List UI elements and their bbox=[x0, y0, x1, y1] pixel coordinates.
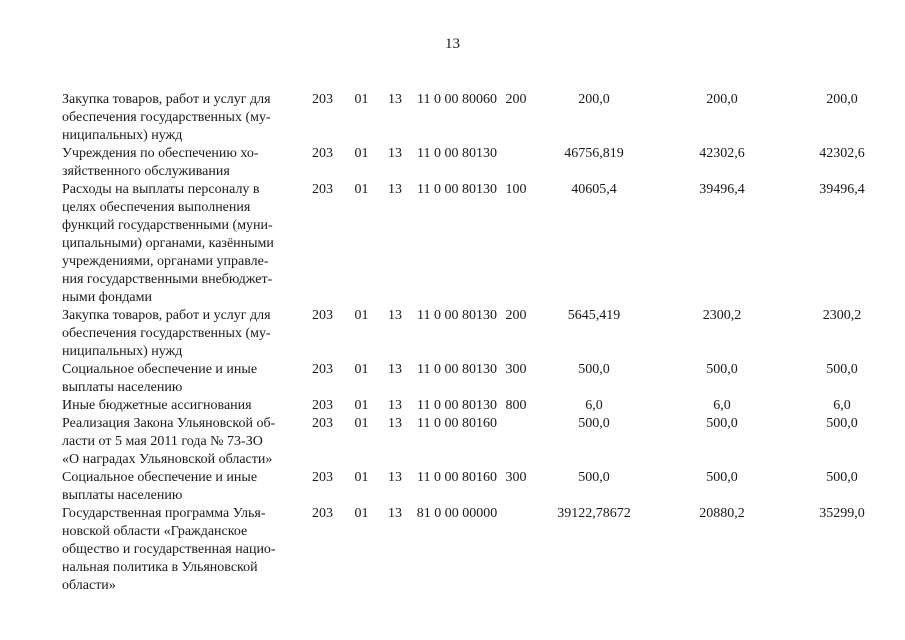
expense-name-cell: Закупка товаров, работ и услуг для обеспечения государственных (му- ниципальных) нужд bbox=[62, 308, 271, 359]
amount-year1-cell: 200,0 bbox=[578, 92, 610, 107]
amount-year1-cell: 500,0 bbox=[578, 362, 610, 377]
section-code-cell: 01 bbox=[354, 182, 369, 197]
amount-year3-cell: 42302,6 bbox=[819, 146, 865, 161]
amount-year2-cell: 2300,2 bbox=[702, 308, 742, 323]
budget-table bbox=[62, 91, 898, 595]
section-code-cell: 01 bbox=[354, 470, 369, 485]
subsection-code-cell: 13 bbox=[388, 398, 402, 413]
table-row bbox=[62, 415, 898, 469]
grbs-code-cell: 203 bbox=[312, 362, 333, 377]
grbs-code-cell: 203 bbox=[312, 92, 333, 107]
expense-type-cell: 300 bbox=[505, 362, 527, 377]
section-code-cell: 01 bbox=[354, 308, 369, 323]
subsection-code-cell: 13 bbox=[388, 92, 402, 107]
expense-type-cell: 200 bbox=[505, 308, 527, 323]
section-code-cell: 01 bbox=[354, 92, 369, 107]
grbs-code-cell: 203 bbox=[312, 416, 333, 431]
section-code-cell: 01 bbox=[354, 398, 369, 413]
page-number: 13 bbox=[445, 36, 460, 52]
table-row bbox=[62, 145, 898, 181]
grbs-code-cell: 203 bbox=[312, 506, 333, 521]
target-article-cell: 11 0 00 80160 bbox=[417, 470, 497, 485]
grbs-code-cell: 203 bbox=[312, 182, 333, 197]
section-code-cell: 01 bbox=[354, 146, 369, 161]
budget-table-body bbox=[62, 91, 898, 595]
amount-year3-cell: 2300,2 bbox=[822, 308, 862, 323]
amount-year2-cell: 42302,6 bbox=[699, 146, 745, 161]
grbs-code-cell: 203 bbox=[312, 470, 333, 485]
expense-type-cell: 100 bbox=[505, 182, 527, 197]
amount-year2-cell: 500,0 bbox=[706, 416, 738, 431]
expense-type-cell bbox=[502, 145, 530, 181]
amount-year3-cell: 500,0 bbox=[826, 416, 858, 431]
amount-year2-cell: 20880,2 bbox=[699, 506, 745, 521]
amount-year3-cell: 200,0 bbox=[826, 92, 858, 107]
expense-type-cell bbox=[502, 505, 530, 595]
expense-type-cell: 800 bbox=[505, 398, 527, 413]
amount-year2-cell: 6,0 bbox=[713, 398, 731, 413]
table-row bbox=[62, 397, 898, 415]
section-code-cell: 01 bbox=[354, 506, 369, 521]
amount-year3-cell: 35299,0 bbox=[819, 506, 865, 521]
expense-type-cell: 300 bbox=[505, 470, 527, 485]
target-article-cell: 81 0 00 00000 bbox=[416, 506, 498, 521]
subsection-code-cell: 13 bbox=[388, 308, 402, 323]
amount-year3-cell: 500,0 bbox=[826, 470, 858, 485]
subsection-code-cell: 13 bbox=[388, 470, 402, 485]
target-article-cell: 11 0 00 80160 bbox=[417, 416, 497, 431]
amount-year3-cell: 6,0 bbox=[833, 398, 851, 413]
expense-name-cell: Социальное обеспечение и иные выплаты населению bbox=[62, 470, 258, 503]
amount-year2-cell: 39496,4 bbox=[699, 182, 745, 197]
target-article-cell: 11 0 00 80130 bbox=[417, 308, 497, 323]
expense-name-cell: Иные бюджетные ассигнования bbox=[62, 398, 252, 413]
grbs-code-cell: 203 bbox=[312, 146, 333, 161]
grbs-code-cell: 203 bbox=[312, 398, 333, 413]
subsection-code-cell: 13 bbox=[388, 182, 402, 197]
amount-year2-cell: 500,0 bbox=[706, 362, 738, 377]
amount-year1-cell: 500,0 bbox=[578, 416, 610, 431]
amount-year1-cell: 500,0 bbox=[578, 470, 610, 485]
amount-year2-cell: 200,0 bbox=[706, 92, 738, 107]
amount-year1-cell: 5645,419 bbox=[567, 308, 621, 323]
table-row bbox=[62, 307, 898, 361]
amount-year2-cell: 500,0 bbox=[706, 470, 738, 485]
table-row bbox=[62, 505, 898, 595]
table-row bbox=[62, 361, 898, 397]
expense-name-cell: Государственная программа Улья- новской области «Гражданское общество и государственная нацио- нальная политика в Ульяновской области» bbox=[62, 506, 276, 593]
section-code-cell: 01 bbox=[354, 362, 369, 377]
amount-year1-cell: 46756,819 bbox=[564, 146, 624, 161]
table-row bbox=[62, 469, 898, 505]
table-row bbox=[62, 181, 898, 307]
table-row bbox=[62, 91, 898, 145]
amount-year1-cell: 6,0 bbox=[585, 398, 603, 413]
amount-year3-cell: 500,0 bbox=[826, 362, 858, 377]
amount-year3-cell: 39496,4 bbox=[819, 182, 865, 197]
expense-name-cell: Социальное обеспечение и иные выплаты населению bbox=[62, 362, 258, 395]
expense-name-cell: Закупка товаров, работ и услуг для обеспечения государственных (му- ниципальных) нужд bbox=[62, 92, 271, 143]
amount-year1-cell: 40605,4 bbox=[571, 182, 617, 197]
subsection-code-cell: 13 bbox=[388, 416, 402, 431]
target-article-cell: 11 0 00 80130 bbox=[417, 398, 497, 413]
amount-year1-cell: 39122,78672 bbox=[557, 506, 631, 521]
subsection-code-cell: 13 bbox=[388, 506, 402, 521]
expense-name-cell: Расходы на выплаты персоналу в целях обеспечения выполнения функций государственными (муни- ципальными) органами, казёнными учреждениями, органами управле- ния государственными внебюджет- ными фондами bbox=[62, 182, 274, 305]
target-article-cell: 11 0 00 80130 bbox=[417, 146, 497, 161]
subsection-code-cell: 13 bbox=[388, 362, 402, 377]
expense-type-cell bbox=[502, 415, 530, 469]
target-article-cell: 11 0 00 80130 bbox=[417, 182, 497, 197]
expense-type-cell: 200 bbox=[505, 92, 527, 107]
expense-name-cell: Реализация Закона Ульяновской об- ласти от 5 мая 2011 года № 73-ЗО «О наградах Ульяновской области» bbox=[62, 416, 276, 467]
subsection-code-cell: 13 bbox=[388, 146, 402, 161]
target-article-cell: 11 0 00 80060 bbox=[417, 92, 497, 107]
section-code-cell: 01 bbox=[354, 416, 369, 431]
grbs-code-cell: 203 bbox=[312, 308, 333, 323]
expense-name-cell: Учреждения по обеспечению хо- зяйственного обслуживания bbox=[62, 146, 259, 179]
target-article-cell: 11 0 00 80130 bbox=[417, 362, 497, 377]
